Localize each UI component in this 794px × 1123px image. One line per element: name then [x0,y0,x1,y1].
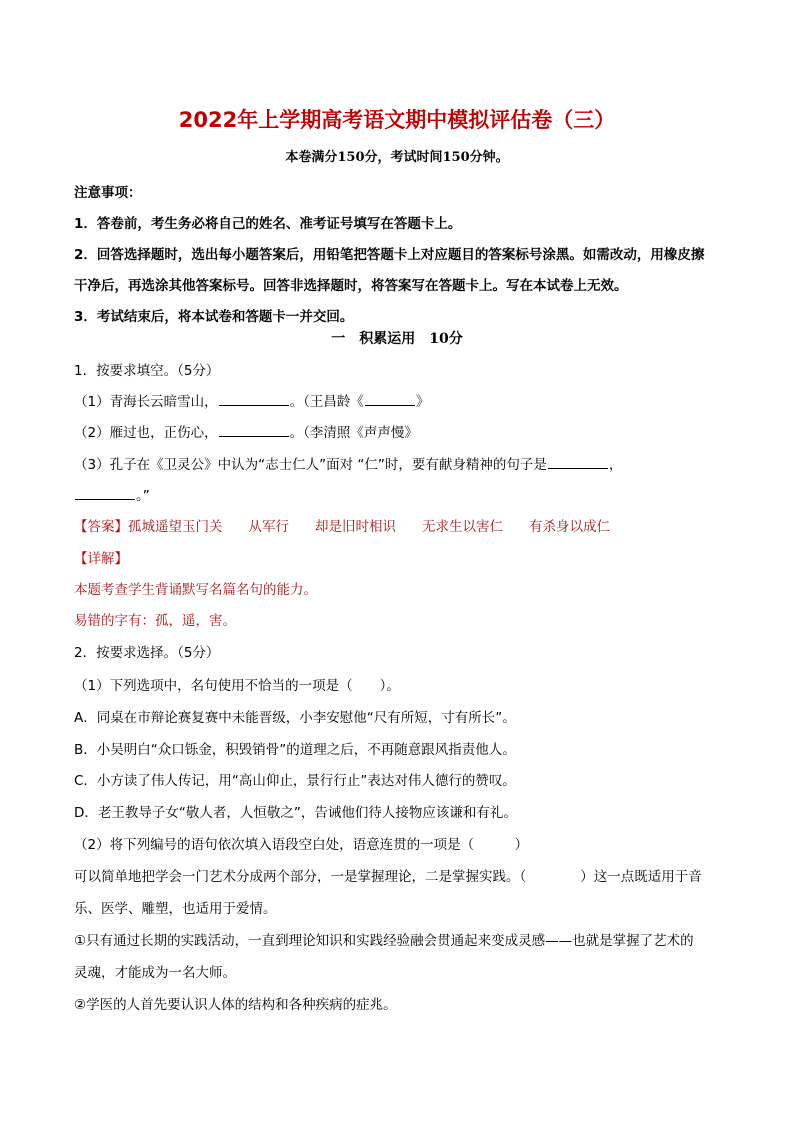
detail-label: 【详解】 [74,551,128,567]
notice-item-3: 3．考试结束后，将本试卷和答题卡一并交回。 [74,309,354,325]
question-1-sentence-1 [74,390,429,410]
answer-blank [219,404,289,406]
sentence-1-text-b: 。（王昌龄《 [289,394,364,410]
notice-heading: 注意事项： [74,185,142,201]
sentence-2-text-a: （2）雁过也，正伤心， [74,425,218,441]
passage-line-2: 乐、医学、雕塑，也适用于爱情。 [74,901,277,917]
question-1-sentence-2 [74,421,418,441]
sentence-1-text-a: （1）青海长云暗雪山， [74,394,218,410]
notice-item-2-line-1: 2．回答选择题时，选出每小题答案后，用铅笔把答题卡上对应题目的答案标号涂黑。如需改动，用橡皮擦 [74,247,705,263]
answer-label: 【答案】 [74,519,128,535]
statement-2: ②学医的人首先要认识人体的结构和各种疾病的症兆。 [74,997,397,1013]
sentence-3-text-b: ， [608,457,623,473]
answer-item: 从军行 [248,519,289,535]
answer-item: 却是旧时相识 [315,519,396,535]
statement-1-line-1: ①只有通过长期的实践活动，一直到理论知识和实践经验融会贯通起来变成灵感——也就是掌握了艺术的 [74,933,694,949]
exam-title: 2022年上学期高考语文期中模拟评估卷（三） [178,108,616,132]
answer-blank [365,404,415,406]
sentence-1-text-c: 》 [415,394,430,410]
question-2-sub-1: （1）下列选项中，名句使用不恰当的一项是（ ）。 [74,678,400,694]
detail-line-2: 易错的字有：孤，遥，害。 [74,613,236,629]
option-c: C．小方读了伟人传记，用“高山仰止，景行行止”表达对伟人德行的赞叹。 [74,773,516,789]
question-1-stem: 1．按要求填空。（5分） [74,363,220,379]
answer-blank [219,435,289,437]
sentence-2-text-b: 。（李清照《声声慢》 [289,425,418,441]
sentence-3-text-a: （3）孔子在《卫灵公》中认为“志士仁人”面对 “仁”时，要有献身精神的句子是 [74,457,547,473]
detail-line-1: 本题考查学生背诵默写名篇名句的能力。 [74,582,317,598]
section-heading: 一 积累运用 10分 [331,331,463,347]
answer-blank [75,498,135,500]
question-1-sentence-3-cont [74,484,150,504]
sentence-3-text-c: 。” [136,488,150,504]
question-2-sub-2: （2）将下列编号的语句依次填入语段空白处，语意连贯的一项是（ ） [74,837,529,853]
option-a: A．同桌在市辩论赛复赛中未能晋级，小李安慰他“尺有所短，寸有所长”。 [74,710,516,726]
passage-line-1: 可以简单地把学会一门艺术分成两个部分，一是掌握理论，二是掌握实践。（ ）这一点既适用于音 [74,869,702,885]
answer-item: 孤城遥望玉门关 [128,519,223,535]
option-b: B．小吴明白“众口铄金，积毁销骨”的道理之后，不再随意跟风指责他人。 [74,742,516,758]
answer-item: 有杀身以成仁 [529,519,610,535]
notice-item-2-line-2: 干净后，再选涂其他答案标号。回答非选择题时，将答案写在答题卡上。写在本试卷上无效。 [74,278,628,294]
answer-item: 无求生以害仁 [422,519,503,535]
answer-blank [548,467,608,469]
question-1-answer [74,515,636,535]
question-2-stem: 2．按要求选择。（5分） [74,645,220,661]
statement-1-line-2: 灵魂，才能成为一名大师。 [74,965,236,981]
question-1-sentence-3 [74,453,622,473]
notice-item-1: 1．答卷前，考生务必将自己的姓名、准考证号填写在答题卡上。 [74,216,462,232]
option-d: D．老王教导子女“敬人者，人恒敬之”，告诫他们待人接物应该谦和有礼。 [74,805,517,821]
exam-subtitle: 本卷满分150分，考试时间150分钟。 [285,150,509,165]
